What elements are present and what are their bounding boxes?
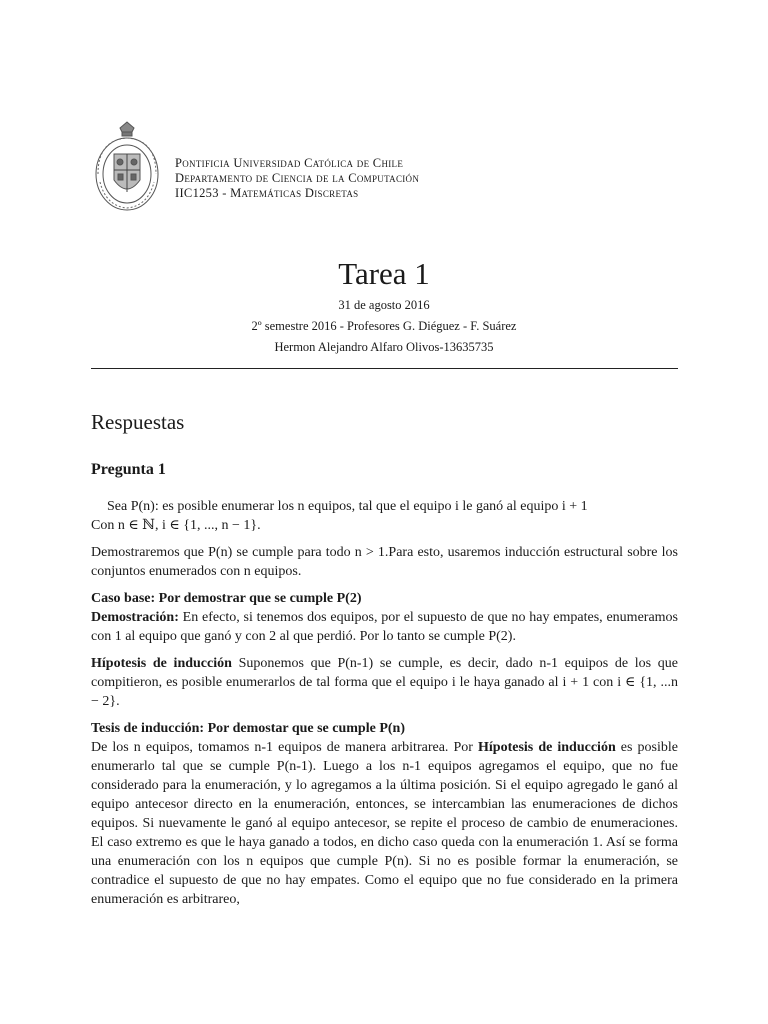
thesis-paragraph bbox=[91, 738, 678, 909]
thesis-block bbox=[91, 719, 678, 909]
section-title: Respuestas bbox=[91, 410, 185, 434]
thesis-bold-ref: Hípotesis de inducción bbox=[478, 740, 616, 755]
thesis-text-b: es posible enumerarlo tal que se cumple P(n-1). Luego a los n-1 equipos agregamos el equipo, que no fue considerado para la enumeración, y lo agregamos a la última posición. Si el equipo agregado le ganó al equipo antecesor directo en la enumeración, entonces, se intercambian las enumeraciones de dichos equipos. Si nuevamente le ganó al equipo antecesor, se repite el proceso de cambio de enumeraciones. El caso extremo es que le haya ganado a todos, en dicho caso queda con la enumeración 1. Así se forma una enumeración con los n equipos que cumple P(n). Si no es posible formar la enumeración, se contradice el supuesto de que no hay empates. Como el equipo que no fue considerado en la primera enumeración es arbitrareo, bbox=[91, 740, 678, 907]
document-date: 31 de agosto 2016 bbox=[338, 298, 430, 312]
thesis-text-a: De los n equipos, tomamos n-1 equipos de manera arbitrarea. Por bbox=[91, 740, 479, 755]
hypothesis-label: Hípotesis de inducción bbox=[91, 656, 232, 671]
base-case-paragraph bbox=[91, 608, 678, 646]
department-line: Departamento de Ciencia de la Computación bbox=[175, 171, 420, 185]
question-title: Pregunta 1 bbox=[91, 461, 166, 478]
author-line: Hermon Alejandro Alfaro Olivos-13635735 bbox=[274, 340, 494, 354]
claim-paragraph: Demostraremos que P(n) se cumple para todo n > 1.Para esto, usaremos inducción estructural sobre los conjuntos enumerados con n equipos. bbox=[91, 545, 678, 579]
thesis-heading: Tesis de inducción: Por demostar que se cumple P(n) bbox=[91, 721, 405, 736]
institution-line: Pontificia Universidad Católica de Chile bbox=[175, 156, 404, 170]
definition-paragraph bbox=[91, 497, 678, 535]
definition-line-2: Con n ∈ ℕ, i ∈ {1, ..., n − 1}. bbox=[91, 518, 261, 533]
document-body bbox=[91, 408, 678, 909]
course-line: IIC1253 - Matemáticas Discretas bbox=[175, 186, 359, 200]
university-seal bbox=[92, 120, 162, 216]
definition-line-1: Sea P(n): es posible enumerar los n equipos, tal que el equipo i le ganó al equipo i + 1 bbox=[107, 499, 588, 514]
demo-text: En efecto, si tenemos dos equipos, por el supuesto de que no hay empates, enumeramos con 1 al equipo que ganó y con 2 al que perdió. Por lo tanto se cumple P(2). bbox=[91, 610, 678, 644]
seal-icon bbox=[92, 120, 162, 216]
hypothesis-block bbox=[91, 654, 678, 711]
hypothesis-paragraph bbox=[91, 654, 678, 711]
base-case-heading: Caso base: Por demostrar que se cumple P(2) bbox=[91, 591, 362, 606]
demo-label: Demostración: bbox=[91, 610, 179, 625]
base-case-block bbox=[91, 589, 678, 646]
institution-header bbox=[175, 156, 419, 201]
document-title: Tarea 1 bbox=[338, 256, 430, 291]
title-divider bbox=[91, 368, 678, 369]
title-block bbox=[0, 256, 768, 354]
hypothesis-text: Suponemos que P(n-1) se cumple, es decir, dado n-1 equipos de los que compitieron, es posible enumerarlos de tal forma que el equipo i le haya ganado al i + 1 con i ∈ {1, ...n − 2}. bbox=[91, 656, 678, 709]
semester-line: 2º semestre 2016 - Profesores G. Diéguez - F. Suárez bbox=[251, 319, 517, 333]
